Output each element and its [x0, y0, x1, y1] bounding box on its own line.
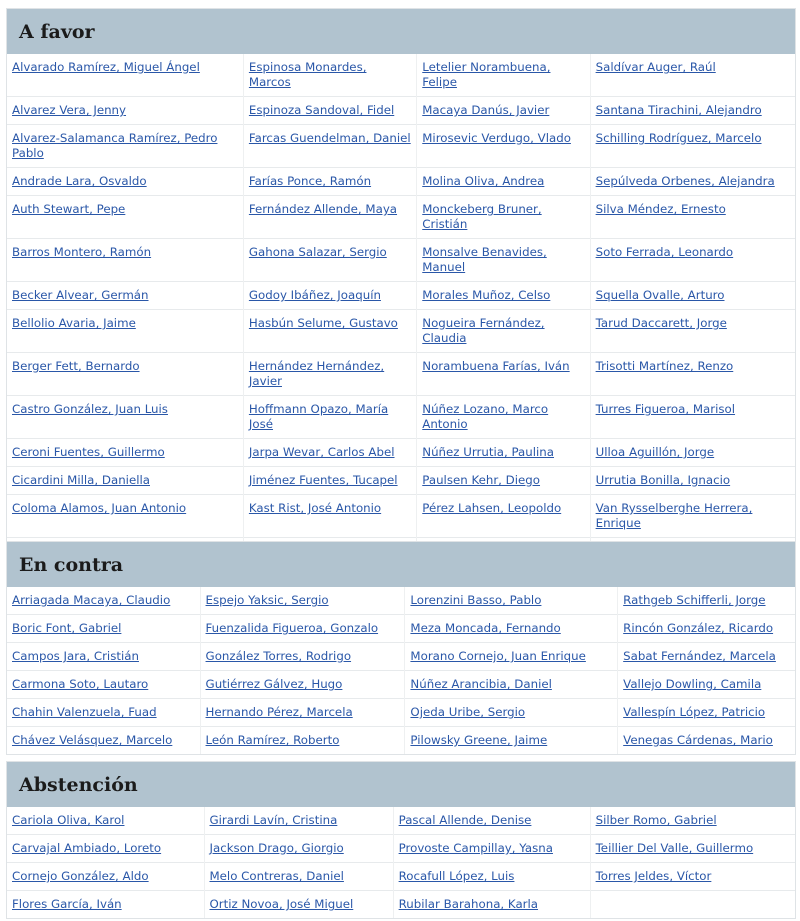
section-a-favor — [6, 8, 796, 594]
name-cell — [7, 671, 200, 699]
member-link[interactable]: Morano Cornejo, Juan Enrique — [410, 649, 586, 663]
member-link[interactable]: Farías Ponce, Ramón — [248, 174, 372, 188]
member-link[interactable]: Farcas Guendelman, Daniel — [248, 131, 411, 145]
name-cell — [590, 807, 795, 835]
name-cell — [7, 835, 204, 863]
member-link[interactable]: Espinoza Sandoval, Fidel — [248, 103, 395, 117]
member-link[interactable]: Núñez Arancibia, Daniel — [410, 677, 552, 691]
name-cell — [405, 671, 618, 699]
member-link[interactable]: Rincón González, Ricardo — [623, 621, 774, 635]
member-link[interactable]: Turres Figueroa, Marisol — [595, 402, 736, 416]
name-cell — [405, 727, 618, 755]
member-link[interactable]: Letelier Norambuena, Felipe — [422, 60, 551, 89]
member-link[interactable]: Schilling Rodríguez, Marcelo — [595, 131, 762, 145]
member-link[interactable]: Alvarez Vera, Jenny — [12, 103, 127, 117]
member-link[interactable]: Morales Muñoz, Celso — [422, 288, 551, 302]
member-link[interactable]: Squella Ovalle, Arturo — [595, 288, 725, 302]
name-cell — [618, 699, 795, 727]
section-abstencion — [6, 761, 796, 919]
section-en-contra — [6, 541, 796, 755]
member-link[interactable]: Cornejo González, Aldo — [12, 869, 149, 883]
member-link[interactable]: Arriagada Macaya, Claudio — [12, 593, 171, 607]
member-link[interactable]: Rubilar Barahona, Karla — [398, 897, 539, 911]
name-cell — [204, 835, 393, 863]
member-link[interactable]: Macaya Danús, Javier — [422, 103, 550, 117]
table-row — [7, 125, 795, 168]
table-row — [7, 310, 795, 353]
name-cell — [417, 168, 590, 196]
name-cell — [405, 643, 618, 671]
member-link[interactable]: Ulloa Aguillón, Jorge — [595, 445, 715, 459]
name-cell — [405, 615, 618, 643]
name-cell — [590, 835, 795, 863]
member-link[interactable]: Melo Contreras, Daniel — [209, 869, 344, 883]
member-link[interactable]: Ortiz Novoa, José Miguel — [209, 897, 354, 911]
member-link[interactable]: Mirosevic Verdugo, Vlado — [422, 131, 571, 145]
name-cell — [417, 282, 590, 310]
name-cell — [7, 310, 243, 353]
name-cell — [7, 807, 204, 835]
name-cell — [7, 467, 243, 495]
name-cell — [7, 699, 200, 727]
member-link[interactable]: Bellolio Avaria, Jaime — [12, 316, 136, 330]
name-cell — [590, 495, 795, 538]
table-row — [7, 671, 795, 699]
member-link[interactable]: González Torres, Rodrigo — [205, 649, 352, 663]
name-cell — [7, 168, 243, 196]
names-table — [7, 807, 795, 918]
member-link[interactable]: León Ramírez, Roberto — [205, 733, 340, 747]
name-cell — [243, 239, 416, 282]
member-link[interactable]: Vallejo Dowling, Camila — [623, 677, 762, 691]
name-cell — [204, 863, 393, 891]
member-link[interactable]: Pérez Lahsen, Leopoldo — [422, 501, 562, 515]
member-link[interactable]: Cicardini Milla, Daniella — [12, 473, 150, 487]
table-row — [7, 835, 795, 863]
name-cell — [7, 643, 200, 671]
section-header — [7, 9, 795, 54]
name-cell — [590, 97, 795, 125]
member-link[interactable]: Van Rysselberghe Herrera, Enrique — [595, 501, 753, 530]
member-link[interactable]: Jackson Drago, Giorgio — [209, 841, 344, 855]
member-link[interactable]: Barros Montero, Ramón — [12, 245, 152, 259]
member-link[interactable]: Jarpa Wevar, Carlos Abel — [248, 445, 395, 459]
member-link[interactable]: Fuenzalida Figueroa, Gonzalo — [205, 621, 379, 635]
name-cell — [393, 807, 590, 835]
name-cell — [417, 467, 590, 495]
table-row — [7, 168, 795, 196]
member-link[interactable]: Meza Moncada, Fernando — [410, 621, 561, 635]
table-row — [7, 396, 795, 439]
name-cell — [590, 54, 795, 97]
member-link[interactable]: Hoffmann Opazo, María José — [248, 402, 389, 431]
name-cell — [393, 891, 590, 919]
name-cell — [7, 727, 200, 755]
member-link[interactable]: Silva Méndez, Ernesto — [595, 202, 726, 216]
name-cell — [590, 196, 795, 239]
member-link[interactable]: Teillier Del Valle, Guillermo — [595, 841, 754, 855]
name-cell — [200, 587, 405, 615]
name-cell — [243, 54, 416, 97]
name-cell — [417, 439, 590, 467]
member-link[interactable]: Sabat Fernández, Marcela — [623, 649, 776, 663]
name-cell — [243, 467, 416, 495]
member-link[interactable]: Sepúlveda Orbenes, Alejandra — [595, 174, 775, 188]
name-cell — [243, 396, 416, 439]
member-link[interactable]: Torres Jeldes, Víctor — [595, 869, 712, 883]
name-cell — [243, 439, 416, 467]
table-row — [7, 495, 795, 538]
name-cell — [590, 891, 795, 919]
name-cell — [243, 196, 416, 239]
member-link[interactable]: Hernando Pérez, Marcela — [205, 705, 353, 719]
name-cell — [417, 125, 590, 168]
member-link[interactable]: Espejo Yaksic, Sergio — [205, 593, 329, 607]
member-link[interactable]: Monsalve Benavides, Manuel — [422, 245, 547, 274]
member-link[interactable]: Auth Stewart, Pepe — [12, 202, 126, 216]
name-cell — [405, 699, 618, 727]
table-row — [7, 239, 795, 282]
names-table — [7, 587, 795, 754]
member-link[interactable]: Provoste Campillay, Yasna — [398, 841, 553, 855]
member-link[interactable]: Espinosa Monardes, Marcos — [248, 60, 367, 89]
section-title: A favor — [19, 20, 95, 43]
name-cell — [7, 282, 243, 310]
member-link[interactable]: Soto Ferrada, Leonardo — [595, 245, 734, 259]
name-cell — [417, 196, 590, 239]
names-table — [7, 54, 795, 593]
member-link[interactable]: Kast Rist, José Antonio — [248, 501, 382, 515]
name-cell — [7, 353, 243, 396]
name-cell — [204, 891, 393, 919]
member-link[interactable]: Molina Oliva, Andrea — [422, 174, 545, 188]
name-cell — [405, 587, 618, 615]
name-cell — [7, 239, 243, 282]
member-link[interactable]: Chahin Valenzuela, Fuad — [12, 705, 157, 719]
member-link[interactable]: Trisotti Martínez, Renzo — [595, 359, 734, 373]
name-cell — [7, 396, 243, 439]
member-link[interactable]: Nogueira Fernández, Claudia — [422, 316, 545, 345]
name-cell — [590, 310, 795, 353]
name-cell — [590, 863, 795, 891]
member-link[interactable]: Fernández Allende, Maya — [248, 202, 398, 216]
member-link[interactable]: Rocafull López, Luis — [398, 869, 515, 883]
table-row — [7, 699, 795, 727]
member-link[interactable]: Andrade Lara, Osvaldo — [12, 174, 147, 188]
table-row — [7, 282, 795, 310]
member-link[interactable]: Carmona Soto, Lautaro — [12, 677, 149, 691]
name-cell — [590, 439, 795, 467]
table-row — [7, 439, 795, 467]
name-cell — [417, 396, 590, 439]
section-title: En contra — [19, 553, 124, 576]
name-cell — [590, 396, 795, 439]
name-cell — [7, 439, 243, 467]
name-cell — [7, 587, 200, 615]
table-row — [7, 467, 795, 495]
name-cell — [590, 282, 795, 310]
table-row — [7, 863, 795, 891]
table-row — [7, 54, 795, 97]
member-link[interactable]: Pascal Allende, Denise — [398, 813, 532, 827]
table-row — [7, 196, 795, 239]
name-cell — [243, 97, 416, 125]
name-cell — [618, 727, 795, 755]
name-cell — [618, 643, 795, 671]
section-header — [7, 762, 795, 807]
table-row — [7, 643, 795, 671]
name-cell — [618, 587, 795, 615]
member-link[interactable]: Lorenzini Basso, Pablo — [410, 593, 542, 607]
member-link[interactable]: Coloma Alamos, Juan Antonio — [12, 501, 187, 515]
name-cell — [243, 353, 416, 396]
table-row — [7, 807, 795, 835]
member-link[interactable]: Carvajal Ambiado, Loreto — [12, 841, 162, 855]
name-cell — [417, 54, 590, 97]
name-cell — [417, 353, 590, 396]
member-link[interactable]: Silber Romo, Gabriel — [595, 813, 717, 827]
name-cell — [590, 168, 795, 196]
member-link[interactable]: Girardi Lavín, Cristina — [209, 813, 338, 827]
name-cell — [7, 615, 200, 643]
name-cell — [417, 97, 590, 125]
member-link[interactable]: Becker Alvear, Germán — [12, 288, 149, 302]
member-link[interactable]: Rathgeb Schifferli, Jorge — [623, 593, 766, 607]
member-link[interactable]: Urrutia Bonilla, Ignacio — [595, 473, 731, 487]
member-link[interactable]: Núñez Lozano, Marco Antonio — [422, 402, 549, 431]
member-link[interactable]: Núñez Urrutia, Paulina — [422, 445, 555, 459]
member-link[interactable]: Monckeberg Bruner, Cristián — [422, 202, 542, 231]
name-cell — [417, 495, 590, 538]
table-row — [7, 97, 795, 125]
member-link[interactable]: Alvarez-Salamanca Ramírez, Pedro Pablo — [12, 131, 218, 160]
name-cell — [590, 467, 795, 495]
name-cell — [417, 310, 590, 353]
member-link[interactable]: Boric Font, Gabriel — [12, 621, 122, 635]
member-link[interactable]: Vallespín López, Patricio — [623, 705, 766, 719]
member-link[interactable]: Norambuena Farías, Iván — [422, 359, 570, 373]
name-cell — [7, 97, 243, 125]
name-cell — [243, 125, 416, 168]
name-cell — [243, 168, 416, 196]
member-link[interactable]: Chávez Velásquez, Marcelo — [12, 733, 173, 747]
member-link[interactable]: Alvarado Ramírez, Miguel Ángel — [12, 60, 200, 74]
member-link[interactable]: Castro González, Juan Luis — [12, 402, 168, 416]
member-link[interactable]: Santana Tirachini, Alejandro — [595, 103, 762, 117]
member-link[interactable]: Ceroni Fuentes, Guillermo — [12, 445, 165, 459]
name-cell — [200, 615, 405, 643]
name-cell — [200, 727, 405, 755]
member-link[interactable]: Cariola Oliva, Karol — [12, 813, 125, 827]
name-cell — [590, 125, 795, 168]
name-cell — [590, 239, 795, 282]
member-link[interactable]: Jiménez Fuentes, Tucapel — [248, 473, 398, 487]
name-cell — [243, 310, 416, 353]
member-link[interactable]: Hernández Hernández, Javier — [248, 359, 385, 388]
name-cell — [243, 282, 416, 310]
member-link[interactable]: Ojeda Uribe, Sergio — [410, 705, 526, 719]
name-cell — [204, 807, 393, 835]
member-link[interactable]: Paulsen Kehr, Diego — [422, 473, 541, 487]
name-cell — [7, 863, 204, 891]
member-link[interactable]: Gahona Salazar, Sergio — [248, 245, 387, 259]
member-link[interactable]: Gutiérrez Gálvez, Hugo — [205, 677, 343, 691]
section-header — [7, 542, 795, 587]
name-cell — [618, 671, 795, 699]
table-row — [7, 891, 795, 919]
name-cell — [393, 835, 590, 863]
section-title: Abstención — [19, 773, 138, 796]
table-row — [7, 615, 795, 643]
name-cell — [200, 699, 405, 727]
member-link[interactable]: Campos Jara, Cristián — [12, 649, 139, 663]
member-link[interactable]: Hasbún Selume, Gustavo — [248, 316, 398, 330]
table-row — [7, 587, 795, 615]
name-cell — [590, 353, 795, 396]
name-cell — [7, 891, 204, 919]
table-row — [7, 353, 795, 396]
name-cell — [200, 671, 405, 699]
name-cell — [7, 125, 243, 168]
member-link[interactable]: Godoy Ibáñez, Joaquín — [248, 288, 381, 302]
table-row — [7, 727, 795, 755]
member-link[interactable]: Saldívar Auger, Raúl — [595, 60, 716, 74]
name-cell — [7, 54, 243, 97]
name-cell — [7, 196, 243, 239]
member-link[interactable]: Tarud Daccarett, Jorge — [595, 316, 727, 330]
name-cell — [243, 495, 416, 538]
name-cell — [618, 615, 795, 643]
member-link[interactable]: Pilowsky Greene, Jaime — [410, 733, 548, 747]
name-cell — [417, 239, 590, 282]
name-cell — [200, 643, 405, 671]
member-link[interactable]: Flores García, Iván — [12, 897, 122, 911]
member-link[interactable]: Venegas Cárdenas, Mario — [623, 733, 773, 747]
member-link[interactable]: Berger Fett, Bernardo — [12, 359, 140, 373]
name-cell — [7, 495, 243, 538]
name-cell — [393, 863, 590, 891]
